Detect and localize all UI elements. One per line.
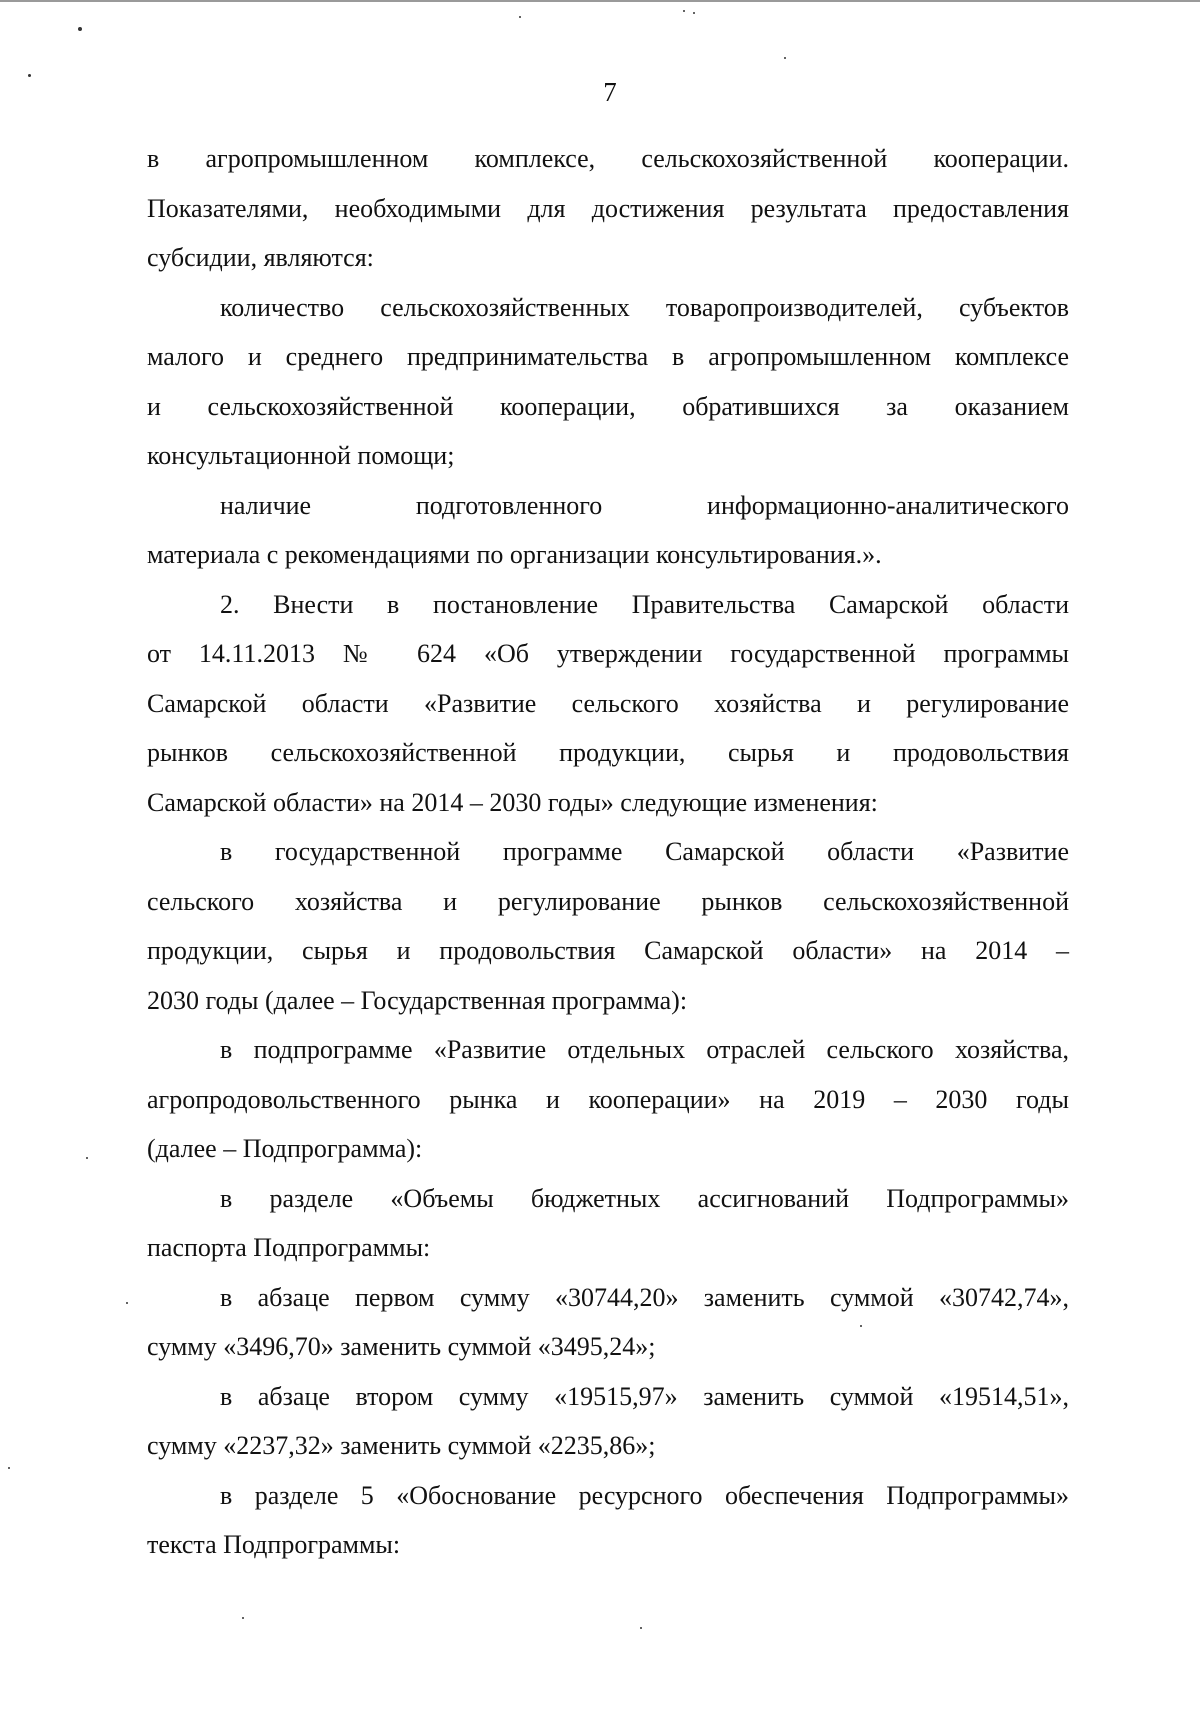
text-line: 2. Внести в постановление Правительства Самарской области (220, 589, 1069, 619)
text-line: в абзаце втором сумму «19515,97» заменить суммой «19514,51», (220, 1381, 1069, 1411)
text-line: Самарской области» на 2014 – 2030 годы» следующие изменения: (147, 787, 878, 817)
paragraph (147, 1471, 1069, 1570)
text-line: сумму «3496,70» заменить суммой «3495,24»; (147, 1332, 656, 1361)
paragraph (147, 134, 1069, 283)
paragraph (147, 1372, 1069, 1471)
text-line: от 14.11.2013 № 624 «Об утверждении государственной программы (147, 639, 1069, 668)
scan-speck (86, 1157, 88, 1159)
text-line: консультационной помощи; (147, 441, 455, 470)
text-line: в агропромышленном комплексе, сельскохозяйственной кооперации. (147, 144, 1069, 173)
paragraph (147, 1273, 1069, 1372)
text-line: 2030 годы (далее – Государственная программа): (147, 985, 688, 1015)
text-line: материала с рекомендациями по организации консультирования.». (147, 540, 882, 569)
document-body (147, 134, 1069, 1570)
paragraph (147, 1025, 1069, 1174)
text-line: рынков сельскохозяйственной продукции, сырья и продовольствия (147, 738, 1069, 767)
scan-speck (683, 10, 685, 12)
text-line: агропродовольственного рынка и кооперации» на 2019 – 2030 годы (147, 1084, 1069, 1114)
paragraph (147, 827, 1069, 1025)
scan-speck (8, 1467, 10, 1469)
paragraph (147, 580, 1069, 828)
text-line: в абзаце первом сумму «30744,20» заменить суммой «30742,74», (220, 1282, 1069, 1312)
text-line: сумму «2237,32» заменить суммой «2235,86»; (147, 1431, 656, 1460)
text-line: и сельскохозяйственной кооперации, обратившихся за оказанием (147, 391, 1069, 421)
page-number: 7 (603, 77, 617, 107)
scan-speck (519, 16, 521, 18)
text-line: количество сельскохозяйственных товаропроизводителей, субъектов (220, 292, 1069, 322)
text-line: в государственной программе Самарской области «Развитие (220, 837, 1069, 866)
paragraph (147, 283, 1069, 481)
text-line: субсидии, являются: (147, 243, 374, 272)
scan-speck (693, 12, 695, 14)
paragraph (147, 1174, 1069, 1273)
text-line: продукции, сырья и продовольствия Самарской области» на 2014 – (147, 936, 1069, 965)
text-line: текста Подпрограммы: (147, 1530, 401, 1559)
text-line: в разделе «Объемы бюджетных ассигнований Подпрограммы» (220, 1183, 1069, 1213)
text-line: наличие подготовленного информационно-аналитического (220, 490, 1069, 520)
paragraph (147, 481, 1069, 580)
text-line: малого и среднего предпринимательства в агропромышленном комплексе (147, 342, 1069, 371)
text-line: паспорта Подпрограммы: (147, 1233, 431, 1262)
scan-speck (126, 1302, 128, 1304)
scan-speck (78, 27, 82, 31)
scan-speck (242, 1617, 244, 1619)
text-line: (далее – Подпрограмма): (147, 1134, 423, 1163)
scan-speck (640, 1627, 642, 1629)
text-line: Самарской области «Развитие сельского хозяйства и регулирование (147, 688, 1069, 718)
text-line: Показателями, необходимыми для достижения результата предоставления (147, 193, 1069, 223)
scan-speck (784, 57, 786, 59)
text-line: в подпрограмме «Развитие отдельных отраслей сельского хозяйства, (220, 1035, 1069, 1064)
text-line: сельского хозяйства и регулирование рынков сельскохозяйственной (147, 886, 1069, 916)
scan-top-edge (0, 0, 1200, 2)
text-line: в разделе 5 «Обоснование ресурсного обеспечения Подпрограммы» (220, 1480, 1069, 1510)
